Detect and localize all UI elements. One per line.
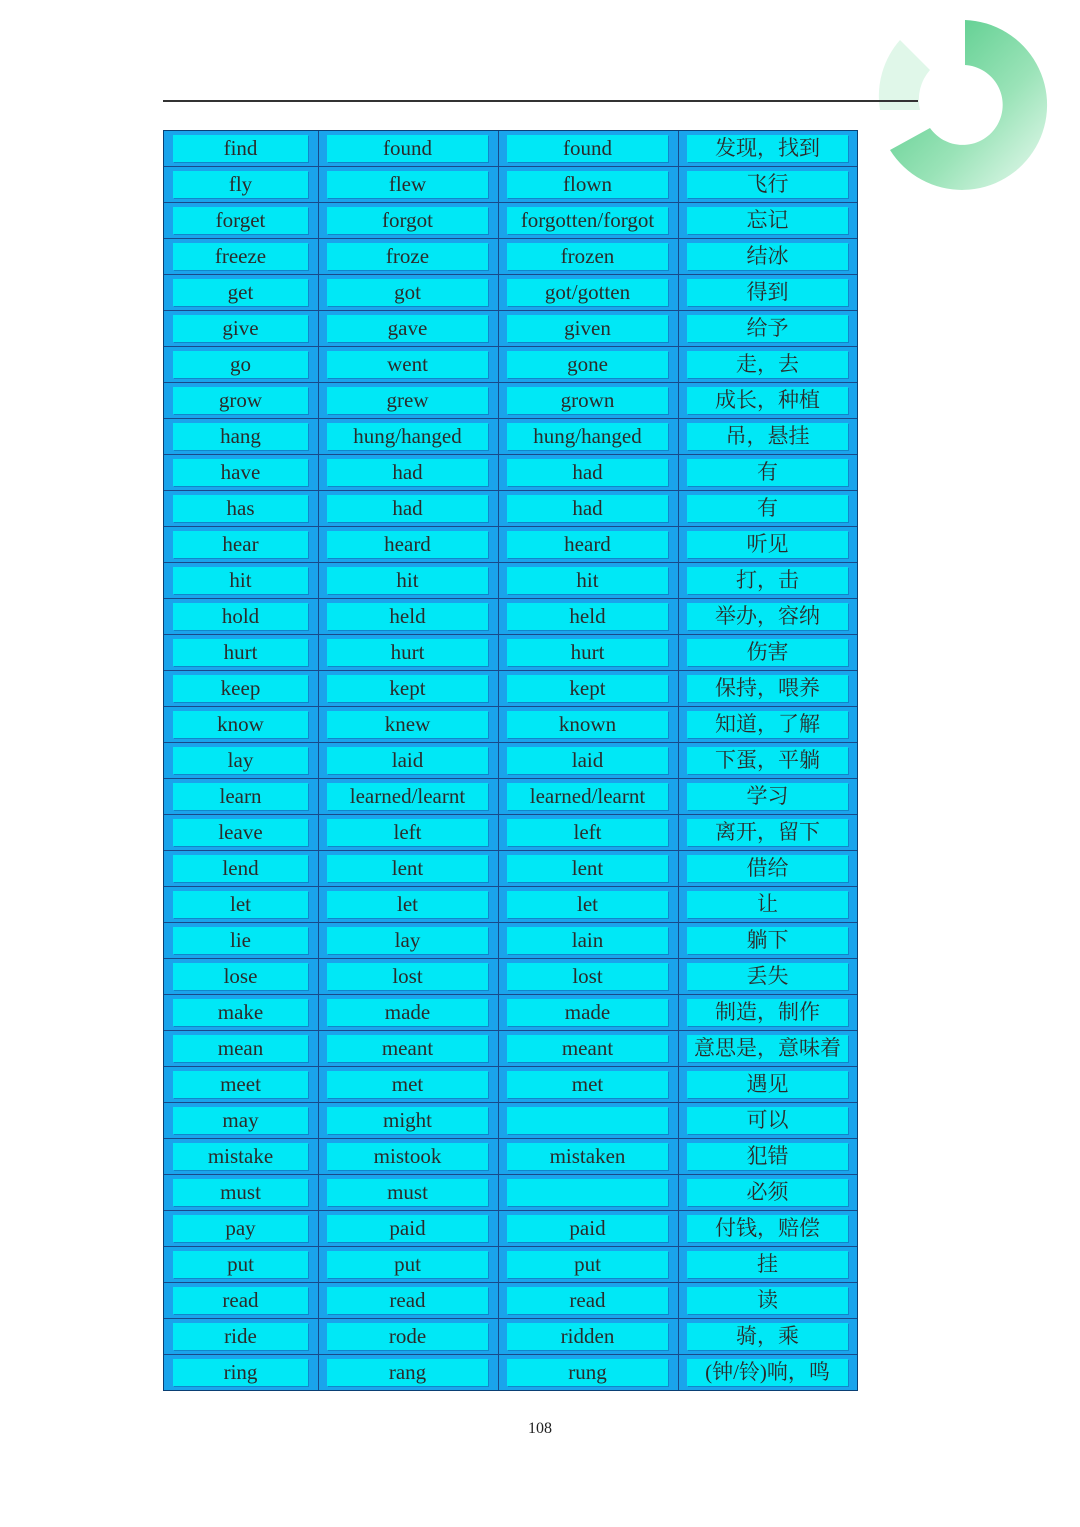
base-form-cell: freeze	[173, 243, 308, 270]
past-tense-cell: mistook	[327, 1143, 488, 1170]
meaning-cell: 骑，乘	[687, 1323, 848, 1350]
base-form-cell: fly	[173, 171, 308, 198]
row-divider	[164, 202, 857, 203]
table-row	[164, 1355, 857, 1391]
past-tense-cell: met	[327, 1071, 488, 1098]
row-divider	[164, 670, 857, 671]
row-divider	[164, 490, 857, 491]
base-form-cell: lie	[173, 927, 308, 954]
past-participle-cell: paid	[507, 1215, 668, 1242]
base-form-cell: hold	[173, 603, 308, 630]
past-tense-cell: meant	[327, 1035, 488, 1062]
row-divider	[164, 166, 857, 167]
base-form-cell: go	[173, 351, 308, 378]
meaning-cell: 躺下	[687, 927, 848, 954]
past-participle-cell: gone	[507, 351, 668, 378]
past-tense-cell: rode	[327, 1323, 488, 1350]
table-row	[164, 347, 857, 383]
page-number: 108	[528, 1420, 552, 1437]
base-form-cell: hang	[173, 423, 308, 450]
table-row	[164, 563, 857, 599]
row-divider	[164, 1354, 857, 1355]
meaning-cell: 伤害	[687, 639, 848, 666]
meaning-cell: 给予	[687, 315, 848, 342]
meaning-cell: 必须	[687, 1179, 848, 1206]
table-row	[164, 995, 857, 1031]
base-form-cell: lay	[173, 747, 308, 774]
past-tense-cell: hurt	[327, 639, 488, 666]
meaning-cell: 丢失	[687, 963, 848, 990]
base-form-cell: know	[173, 711, 308, 738]
table-row	[164, 779, 857, 815]
base-form-cell: leave	[173, 819, 308, 846]
base-form-cell: has	[173, 495, 308, 522]
table-row	[164, 599, 857, 635]
past-participle-cell: meant	[507, 1035, 668, 1062]
meaning-cell: (钟/铃)响，鸣	[687, 1359, 848, 1386]
meaning-cell: 挂	[687, 1251, 848, 1278]
table-row	[164, 167, 857, 203]
past-tense-cell: forgot	[327, 207, 488, 234]
row-divider	[164, 526, 857, 527]
base-form-cell: keep	[173, 675, 308, 702]
past-participle-cell: lost	[507, 963, 668, 990]
table-row	[164, 491, 857, 527]
meaning-cell: 飞行	[687, 171, 848, 198]
past-tense-cell: found	[327, 135, 488, 162]
table-row	[164, 311, 857, 347]
past-tense-cell: lost	[327, 963, 488, 990]
row-divider	[164, 922, 857, 923]
table-row	[164, 1175, 857, 1211]
past-tense-cell: rang	[327, 1359, 488, 1386]
base-form-cell: may	[173, 1107, 308, 1134]
meaning-cell: 让	[687, 891, 848, 918]
table-row	[164, 275, 857, 311]
past-tense-cell: held	[327, 603, 488, 630]
table-row	[164, 707, 857, 743]
past-participle-cell: mistaken	[507, 1143, 668, 1170]
base-form-cell: lose	[173, 963, 308, 990]
table-row	[164, 1139, 857, 1175]
row-divider	[164, 886, 857, 887]
past-tense-cell: left	[327, 819, 488, 846]
row-divider	[164, 1282, 857, 1283]
row-divider	[164, 1174, 857, 1175]
past-tense-cell: grew	[327, 387, 488, 414]
meaning-cell: 借给	[687, 855, 848, 882]
past-tense-cell: lent	[327, 855, 488, 882]
past-tense-cell: had	[327, 495, 488, 522]
meaning-cell: 读	[687, 1287, 848, 1314]
past-participle-cell: forgotten/forgot	[507, 207, 668, 234]
meaning-cell: 吊，悬挂	[687, 423, 848, 450]
past-tense-cell: gave	[327, 315, 488, 342]
table-row	[164, 203, 857, 239]
base-form-cell: hear	[173, 531, 308, 558]
past-tense-cell: learned/learnt	[327, 783, 488, 810]
row-divider	[164, 994, 857, 995]
past-participle-cell: let	[507, 891, 668, 918]
base-form-cell: find	[173, 135, 308, 162]
row-divider	[164, 1030, 857, 1031]
past-participle-cell: had	[507, 459, 668, 486]
past-participle-cell: left	[507, 819, 668, 846]
past-tense-cell: went	[327, 351, 488, 378]
base-form-cell: put	[173, 1251, 308, 1278]
table-row	[164, 1319, 857, 1355]
meaning-cell: 有	[687, 495, 848, 522]
past-tense-cell: flew	[327, 171, 488, 198]
base-form-cell: hurt	[173, 639, 308, 666]
base-form-cell: meet	[173, 1071, 308, 1098]
row-divider	[164, 562, 857, 563]
past-tense-cell: hung/hanged	[327, 423, 488, 450]
table-row	[164, 635, 857, 671]
table-row	[164, 527, 857, 563]
base-form-cell: make	[173, 999, 308, 1026]
meaning-cell: 遇见	[687, 1071, 848, 1098]
table-row	[164, 671, 857, 707]
meaning-cell: 学习	[687, 783, 848, 810]
row-divider	[164, 454, 857, 455]
meaning-cell: 离开，留下	[687, 819, 848, 846]
meaning-cell: 发现，找到	[687, 135, 848, 162]
past-tense-cell: laid	[327, 747, 488, 774]
base-form-cell: learn	[173, 783, 308, 810]
past-tense-cell: heard	[327, 531, 488, 558]
past-tense-cell: hit	[327, 567, 488, 594]
past-tense-cell: made	[327, 999, 488, 1026]
meaning-cell: 有	[687, 459, 848, 486]
row-divider	[164, 1138, 857, 1139]
table-row	[164, 851, 857, 887]
table-row	[164, 1031, 857, 1067]
base-form-cell: mean	[173, 1035, 308, 1062]
row-divider	[164, 1246, 857, 1247]
row-divider	[164, 1210, 857, 1211]
meaning-cell: 可以	[687, 1107, 848, 1134]
meaning-cell: 保持，喂养	[687, 675, 848, 702]
past-participle-cell: found	[507, 135, 668, 162]
meaning-cell: 打，击	[687, 567, 848, 594]
base-form-cell: get	[173, 279, 308, 306]
row-divider	[164, 1066, 857, 1067]
past-participle-cell: known	[507, 711, 668, 738]
irregular-verb-table	[163, 130, 858, 1391]
meaning-cell: 付钱，赔偿	[687, 1215, 848, 1242]
past-participle-cell: kept	[507, 675, 668, 702]
base-form-cell: have	[173, 459, 308, 486]
meaning-cell: 举办，容纳	[687, 603, 848, 630]
base-form-cell: ride	[173, 1323, 308, 1350]
base-form-cell: ring	[173, 1359, 308, 1386]
past-participle-cell: frozen	[507, 243, 668, 270]
past-tense-cell: read	[327, 1287, 488, 1314]
past-tense-cell: froze	[327, 243, 488, 270]
row-divider	[164, 1102, 857, 1103]
past-participle-cell: hit	[507, 567, 668, 594]
past-participle-cell: made	[507, 999, 668, 1026]
base-form-cell: forget	[173, 207, 308, 234]
base-form-cell: mistake	[173, 1143, 308, 1170]
past-participle-cell: lent	[507, 855, 668, 882]
past-tense-cell: lay	[327, 927, 488, 954]
row-divider	[164, 238, 857, 239]
meaning-cell: 听见	[687, 531, 848, 558]
past-participle-cell: learned/learnt	[507, 783, 668, 810]
row-divider	[164, 706, 857, 707]
table-row	[164, 887, 857, 923]
past-participle-cell: met	[507, 1071, 668, 1098]
past-participle-cell: ridden	[507, 1323, 668, 1350]
row-divider	[164, 778, 857, 779]
header-rule	[163, 100, 918, 102]
past-participle-cell	[507, 1107, 668, 1134]
past-tense-cell: must	[327, 1179, 488, 1206]
row-divider	[164, 742, 857, 743]
base-form-cell: hit	[173, 567, 308, 594]
past-participle-cell: hurt	[507, 639, 668, 666]
table-row	[164, 1067, 857, 1103]
base-form-cell: lend	[173, 855, 308, 882]
past-tense-cell: put	[327, 1251, 488, 1278]
past-participle-cell: put	[507, 1251, 668, 1278]
past-tense-cell: knew	[327, 711, 488, 738]
past-tense-cell: might	[327, 1107, 488, 1134]
row-divider	[164, 382, 857, 383]
row-divider	[164, 346, 857, 347]
past-participle-cell: heard	[507, 531, 668, 558]
table-row	[164, 959, 857, 995]
past-tense-cell: let	[327, 891, 488, 918]
base-form-cell: must	[173, 1179, 308, 1206]
past-participle-cell: given	[507, 315, 668, 342]
past-participle-cell: rung	[507, 1359, 668, 1386]
row-divider	[164, 310, 857, 311]
base-form-cell: give	[173, 315, 308, 342]
table-row	[164, 455, 857, 491]
past-participle-cell	[507, 1179, 668, 1206]
row-divider	[164, 814, 857, 815]
base-form-cell: read	[173, 1287, 308, 1314]
row-divider	[164, 850, 857, 851]
past-participle-cell: read	[507, 1287, 668, 1314]
past-participle-cell: got/gotten	[507, 279, 668, 306]
row-divider	[164, 274, 857, 275]
table-row	[164, 1247, 857, 1283]
base-form-cell: let	[173, 891, 308, 918]
past-participle-cell: flown	[507, 171, 668, 198]
past-participle-cell: held	[507, 603, 668, 630]
past-participle-cell: lain	[507, 927, 668, 954]
green-disc-logo-icon	[870, 10, 1060, 200]
table-row	[164, 1283, 857, 1319]
meaning-cell: 走，去	[687, 351, 848, 378]
table-row	[164, 815, 857, 851]
row-divider	[164, 634, 857, 635]
past-participle-cell: had	[507, 495, 668, 522]
base-form-cell: grow	[173, 387, 308, 414]
meaning-cell: 成长，种植	[687, 387, 848, 414]
past-tense-cell: paid	[327, 1215, 488, 1242]
base-form-cell: pay	[173, 1215, 308, 1242]
table-row	[164, 419, 857, 455]
table-row	[164, 1211, 857, 1247]
table-row	[164, 1103, 857, 1139]
table-row	[164, 923, 857, 959]
meaning-cell: 知道，了解	[687, 711, 848, 738]
meaning-cell: 犯错	[687, 1143, 848, 1170]
meaning-cell: 结冰	[687, 243, 848, 270]
table-row	[164, 383, 857, 419]
past-tense-cell: got	[327, 279, 488, 306]
meaning-cell: 制造，制作	[687, 999, 848, 1026]
past-participle-cell: hung/hanged	[507, 423, 668, 450]
past-tense-cell: had	[327, 459, 488, 486]
past-participle-cell: grown	[507, 387, 668, 414]
row-divider	[164, 598, 857, 599]
row-divider	[164, 418, 857, 419]
meaning-cell: 忘记	[687, 207, 848, 234]
row-divider	[164, 958, 857, 959]
past-participle-cell: laid	[507, 747, 668, 774]
meaning-cell: 意思是，意味着	[687, 1035, 848, 1062]
table-row	[164, 239, 857, 275]
row-divider	[164, 1318, 857, 1319]
past-tense-cell: kept	[327, 675, 488, 702]
meaning-cell: 得到	[687, 279, 848, 306]
table-row	[164, 131, 857, 167]
meaning-cell: 下蛋，平躺	[687, 747, 848, 774]
table-row	[164, 743, 857, 779]
